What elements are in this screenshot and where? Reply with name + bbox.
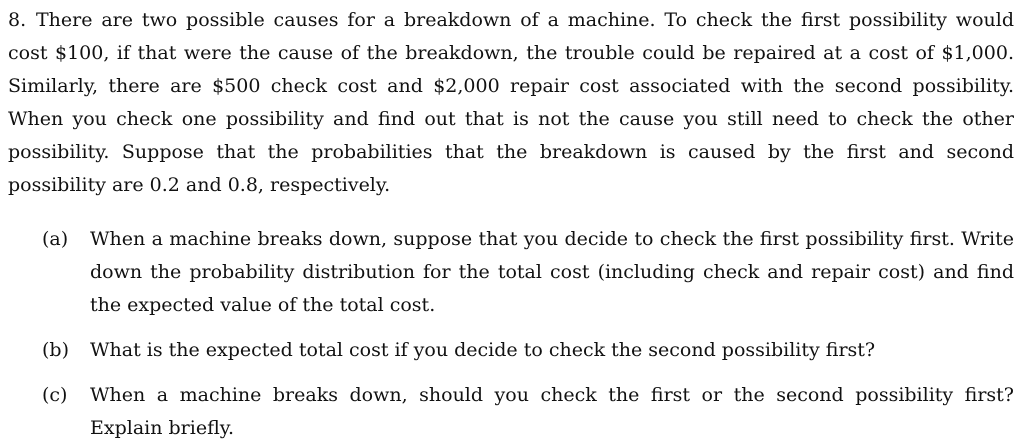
subquestion-list [42, 223, 1014, 445]
subquestion-label: (b) [42, 339, 69, 361]
subquestion-label: (c) [42, 384, 68, 406]
subquestion-text: When a machine breaks down, should you check the first or the second possibility first? Explain briefly. [90, 384, 1014, 439]
subquestion-c [42, 379, 1014, 445]
problem-8 [8, 4, 1014, 202]
problem-statement: There are two possible causes for a breakdown of a machine. To check the first possibility would cost $100, if that were the cause of the breakdown, the trouble could be repaired at a cost of $1,000. Similarly, there are $500 check cost and $2,000 repair cost associated with the second possibility. When you check one possibility and find out that is not the cause you still need to check the other possibility. Suppose that the probabilities that the breakdown is caused by the first and second possibility are 0.2 and 0.8, respectively. [8, 9, 1014, 196]
subquestion-b [42, 334, 1014, 367]
subquestion-label: (a) [42, 228, 69, 250]
subquestion-text: When a machine breaks down, suppose that you decide to check the first possibility first. Write down the probability distribution for the total cost (including check and repair cost) and find the expected value of the total cost. [90, 228, 1014, 316]
subquestion-text: What is the expected total cost if you decide to check the second possibility first? [90, 339, 876, 361]
subquestion-a [42, 223, 1014, 322]
problem-number: 8. [8, 9, 27, 31]
